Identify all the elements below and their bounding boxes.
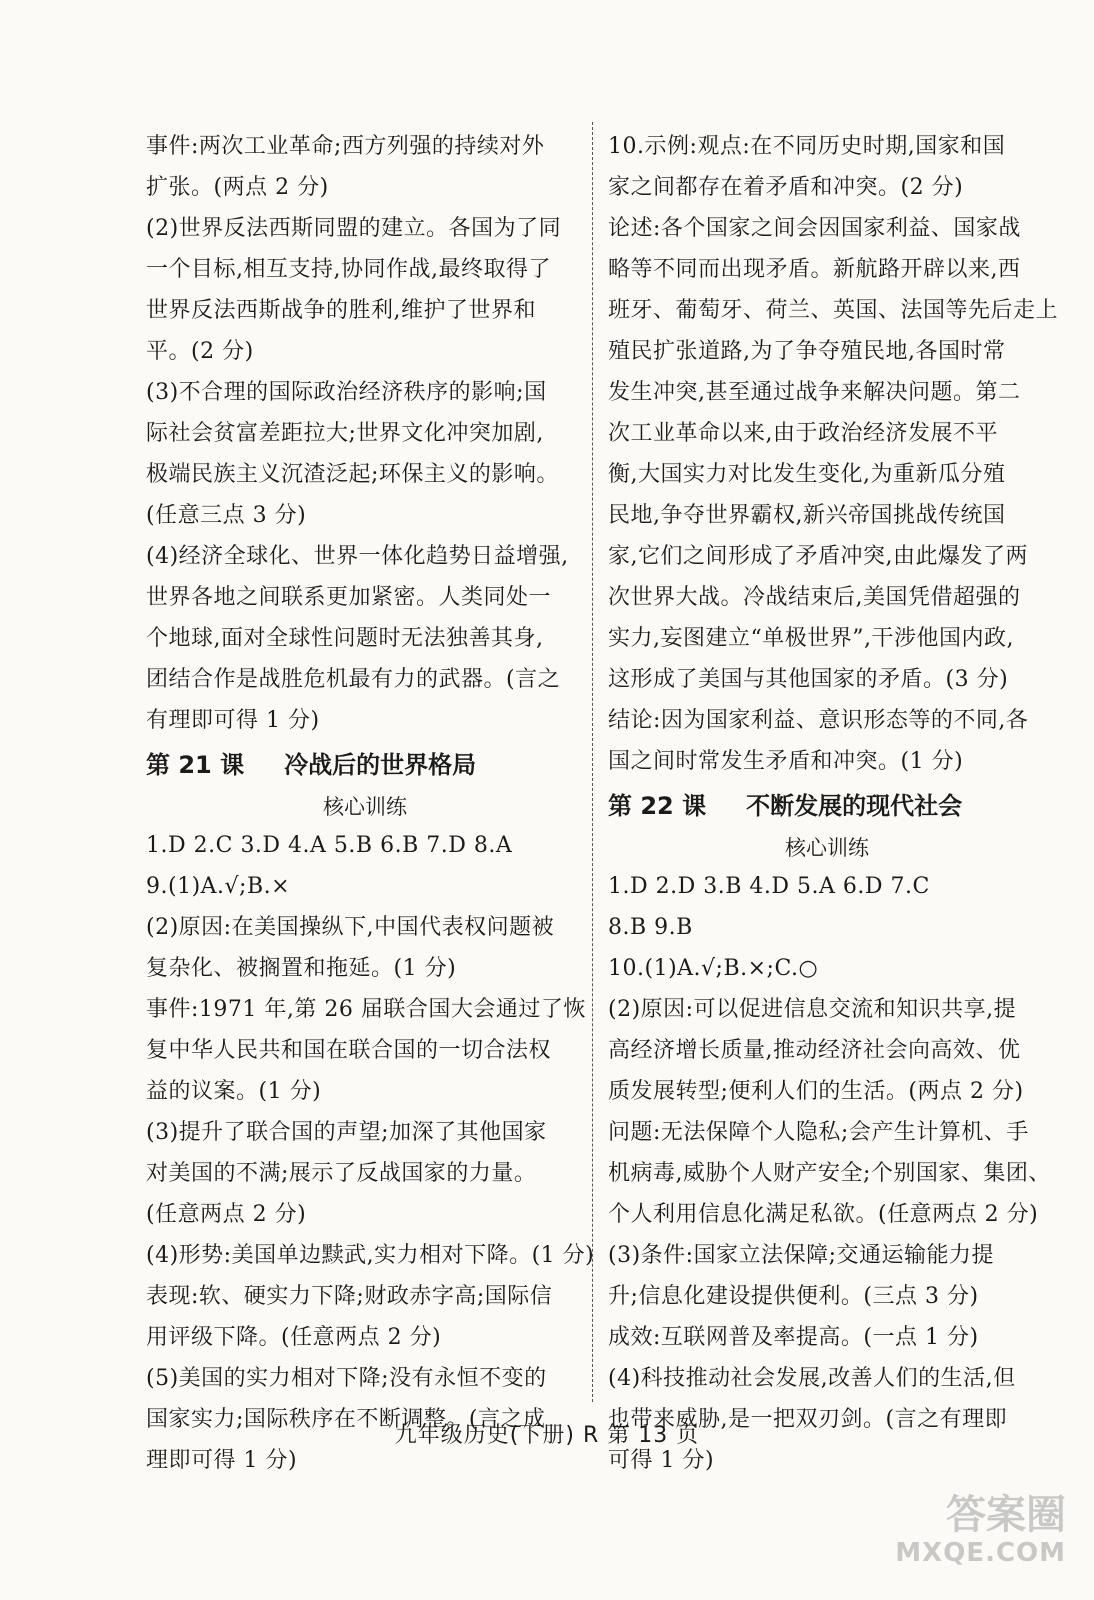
answer-line: 机病毒,威胁个人财产安全;个别国家、集团、 [608,1161,1051,1186]
answer-line: 升;信息化建设提供便利。(三点 3 分) [608,1284,979,1309]
column-divider [592,122,593,1402]
watermark-top: 答案圈 [946,1492,1066,1538]
answer-line: 世界反法西斯战争的胜利,维护了世界和 [146,298,536,323]
answer-line: 问题:无法保障个人隐私;会产生计算机、手 [608,1120,1029,1145]
left-column [146,126,595,1481]
answer-line: 8.B 9.B [608,915,693,940]
answer-line: 10.(1)A.√;B.×;C.○ [608,956,819,981]
answer-line: 扩张。(两点 2 分) [146,175,329,200]
answer-line: 高经济增长质量,推动经济社会向高效、优 [608,1038,1021,1063]
answer-line: (任意两点 2 分) [146,1202,307,1227]
right-answers-part2 [608,866,1051,1481]
answer-line: 略等不同而出现矛盾。新航路开辟以来,西 [608,257,1021,282]
answer-line: (3)条件:国家立法保障;交通运输能力提 [608,1243,994,1268]
lesson-22-heading [608,782,1046,830]
answer-line: (5)美国的实力相对下降;没有永恒不变的 [146,1366,547,1391]
answer-line: 民地,争夺世界霸权,新兴帝国挑战传统国 [608,503,1006,528]
lesson-22-number: 第 22 课 [608,792,707,820]
answer-line: 表现:软、硬实力下降;财政赤字高;国际信 [146,1284,553,1309]
answer-line: 可得 1 分) [608,1448,715,1473]
answer-line: (任意三点 3 分) [146,503,307,528]
answer-line: 用评级下降。(任意两点 2 分) [146,1325,442,1350]
left-answers-part1 [146,126,584,741]
answer-line: 际社会贫富差距拉大;世界文化冲突加剧, [146,421,544,446]
answer-line: 对美国的不满;展示了反战国家的力量。 [146,1161,537,1186]
answer-line: 个地球,面对全球性问题时无法独善其身, [146,626,544,651]
watermark-bottom: MXQE.COM [895,1538,1066,1568]
answer-line: 这形成了美国与其他国家的矛盾。(3 分) [608,667,1009,692]
answer-line: (2)原因:在美国操纵下,中国代表权问题被 [146,915,555,940]
watermark-logo [880,1492,1066,1572]
lesson-22-title: 不断发展的现代社会 [746,792,963,820]
answer-line: 理即可得 1 分) [146,1448,298,1473]
answer-line: 团结合作是战胜危机最有力的武器。(言之 [146,667,561,692]
lesson-21-heading [146,741,584,789]
answer-line: 1.D 2.D 3.B 4.D 5.A 6.D 7.C [608,874,930,899]
answer-line: (2)世界反法西斯同盟的建立。各国为了同 [146,216,562,241]
answer-line: 次工业革命以来,由于政治经济发展不平 [608,421,998,446]
answer-line: 也带来威胁,是一把双刃剑。(言之有理即 [608,1407,1008,1432]
answer-line: 1.D 2.C 3.D 4.A 5.B 6.B 7.D 8.A [146,833,513,858]
right-answers-part1 [608,126,1059,782]
answer-line: (4)科技推动社会发展,改善人们的生活,但 [608,1366,1016,1391]
answer-line: 论述:各个国家之间会因国家利益、国家战 [608,216,1021,241]
answer-line: 个人利用信息化满足私欲。(任意两点 2 分) [608,1202,1039,1227]
right-column [608,126,1059,1481]
lesson-22-subheading: 核心训练 [785,836,869,860]
lesson-21-title: 冷战后的世界格局 [284,751,477,779]
answer-line: 家之间都存在着矛盾和冲突。(2 分) [608,175,964,200]
answer-line: 事件:1971 年,第 26 届联合国大会通过了恢 [146,997,586,1022]
answer-line: 复中华人民共和国在联合国的一切合法权 [146,1038,552,1063]
answer-line: 成效:互联网普及率提高。(一点 1 分) [608,1325,979,1350]
answer-line: 事件:两次工业革命;西方列强的持续对外 [146,134,545,159]
lesson-21-number: 第 21 课 [146,751,245,779]
answer-line: 平。(2 分) [146,339,254,364]
answer-line: 有理即可得 1 分) [146,708,320,733]
answer-line: (3)提升了联合国的声望;加深了其他国家 [146,1120,547,1145]
answer-line: 班牙、葡萄牙、荷兰、英国、法国等先后走上 [608,298,1059,323]
answer-line: 世界各地之间联系更加紧密。人类同处一 [146,585,552,610]
answer-line: 复杂化、被搁置和拖延。(1 分) [146,956,457,981]
answer-line: 9.(1)A.√;B.× [146,874,291,899]
answer-line: (4)形势:美国单边黩武,实力相对下降。(1 分) [146,1243,595,1268]
answer-line: 益的议案。(1 分) [146,1079,322,1104]
page-footer: 九年级历史(下册) R 第 13 页 [394,1423,700,1448]
answer-line: 发生冲突,甚至通过战争来解决问题。第二 [608,380,1021,405]
answer-line: 极端民族主义沉渣泛起;环保主义的影响。 [146,462,559,487]
answer-line: (4)经济全球化、世界一体化趋势日益增强, [146,544,569,569]
answer-line: 实力,妄图建立“单极世界”,干涉他国内政, [608,626,1014,651]
answer-line: 质发展转型;便利人们的生活。(两点 2 分) [608,1079,1024,1104]
answer-line: 国家实力;国际秩序在不断调整。(言之成 [146,1407,546,1432]
answer-line: (3)不合理的国际政治经济秩序的影响;国 [146,380,547,405]
lesson-21-subheading: 核心训练 [323,795,407,819]
answer-line: 结论:因为国家利益、意识形态等的不同,各 [608,708,1029,733]
answer-line: 一个目标,相互支持,协同作战,最终取得了 [146,257,551,282]
answer-line: 国之间时常发生矛盾和冲突。(1 分) [608,749,964,774]
left-answers-part2 [146,825,595,1481]
answer-line: 10.示例:观点:在不同历史时期,国家和国 [608,134,1006,159]
answer-line: (2)原因:可以促进信息交流和知识共享,提 [608,997,1017,1022]
answer-line: 次世界大战。冷战结束后,美国凭借超强的 [608,585,1021,610]
answer-line: 殖民扩张道路,为了争夺殖民地,各国时常 [608,339,1006,364]
answer-line: 家,它们之间形成了矛盾冲突,由此爆发了两 [608,544,1028,569]
answer-line: 衡,大国实力对比发生变化,为重新瓜分殖 [608,462,1006,487]
